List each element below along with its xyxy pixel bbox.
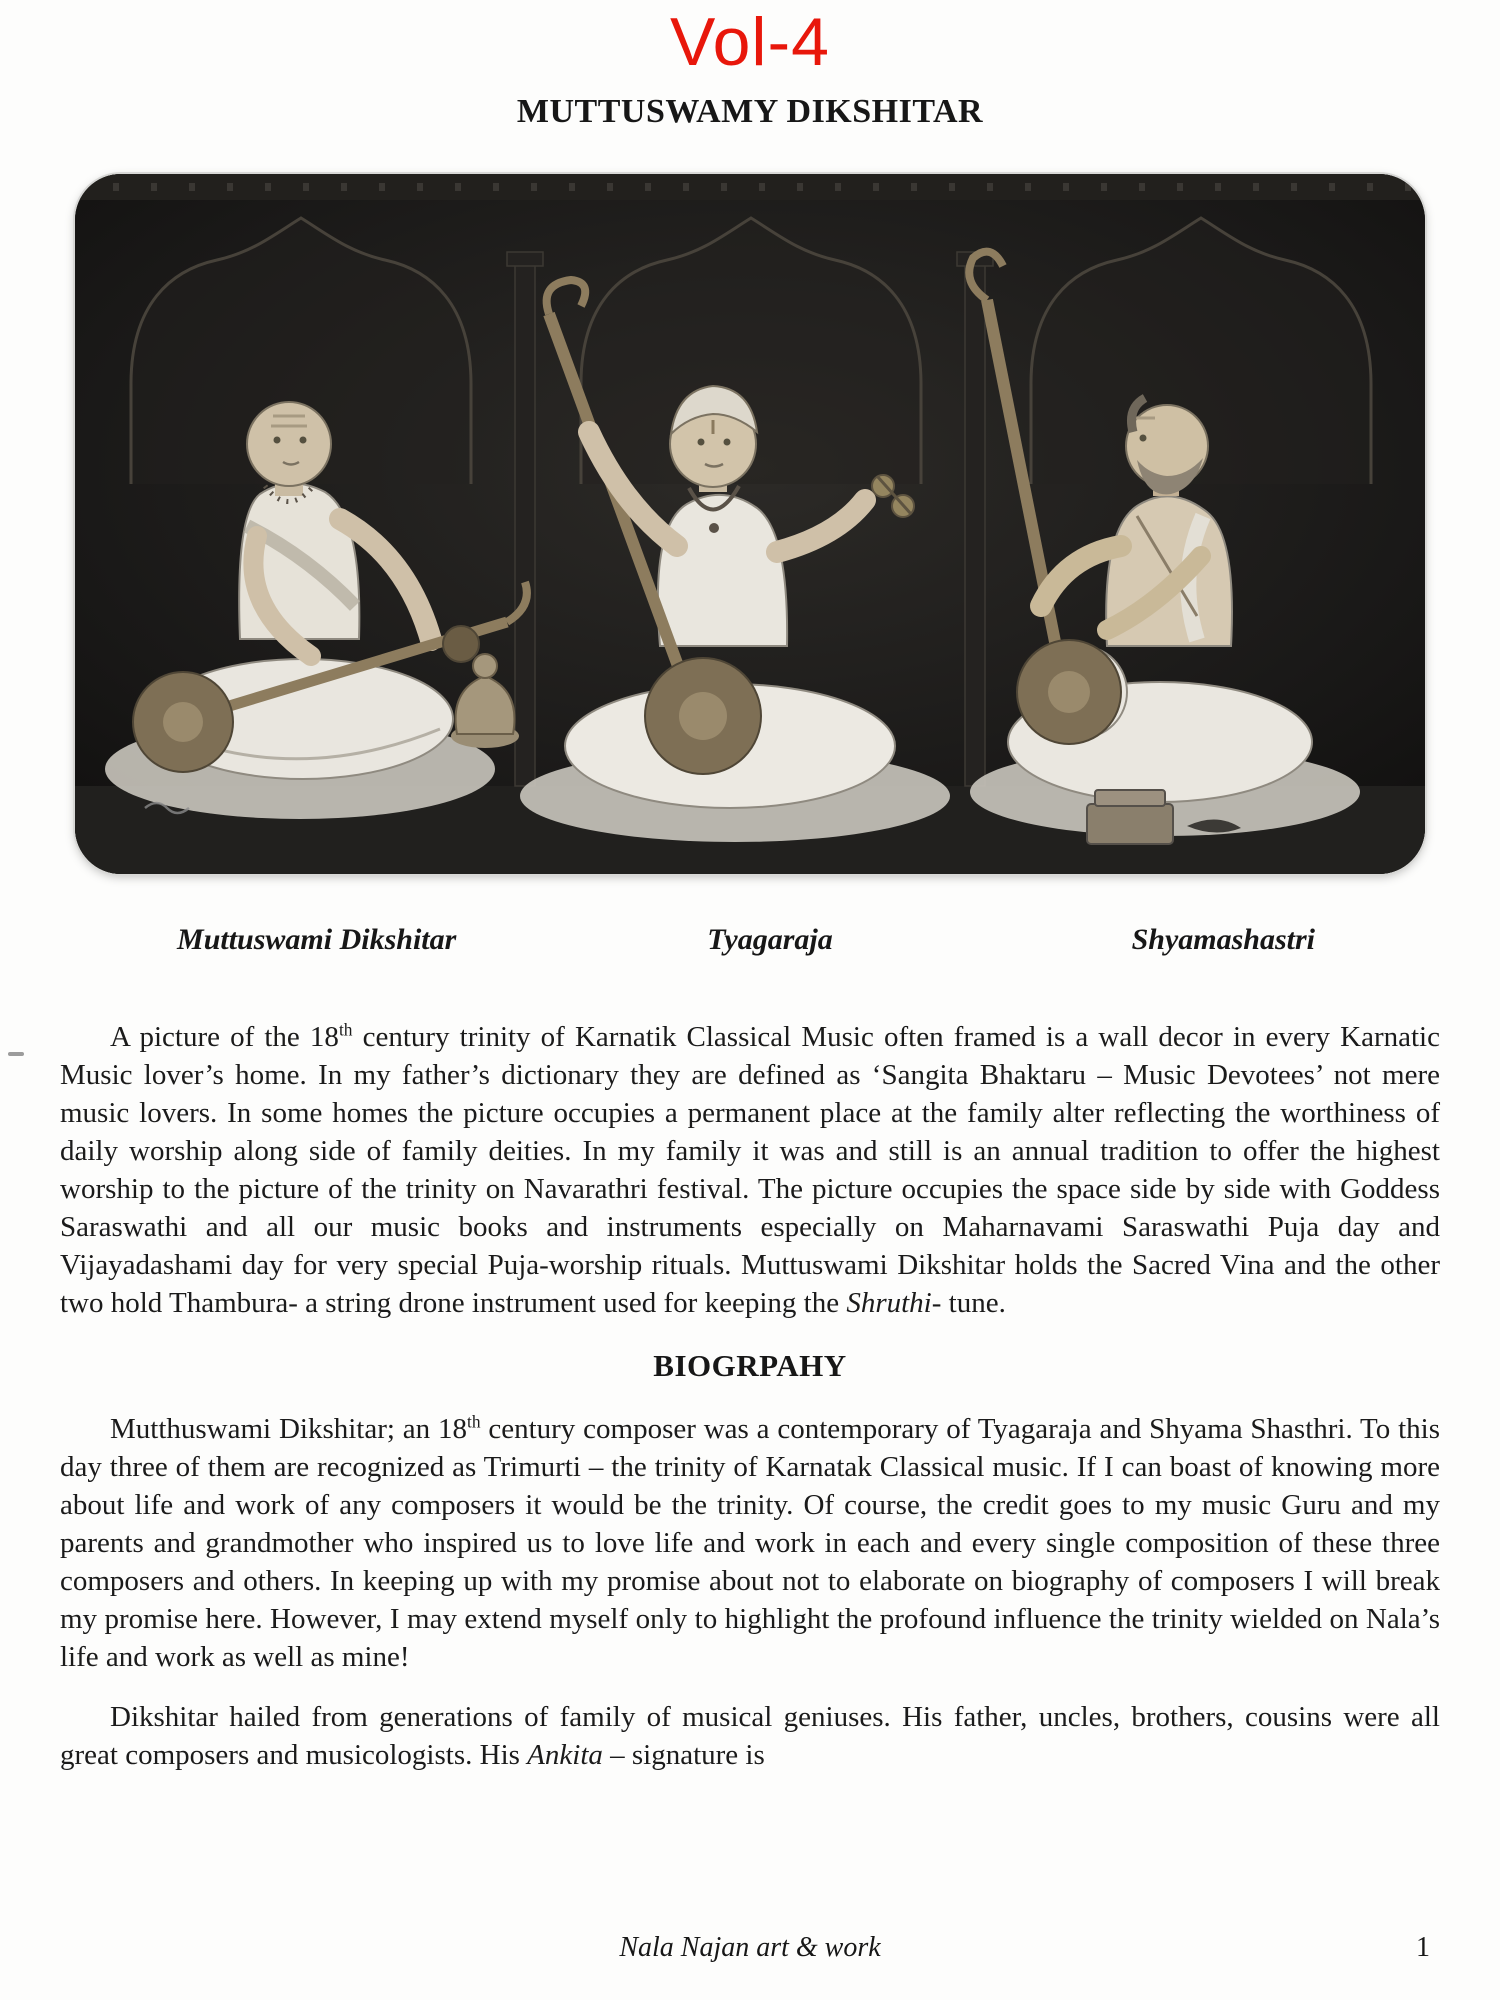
caption-dikshitar: Muttuswami Dikshitar <box>177 923 457 956</box>
family-paragraph: Dikshitar hailed from generations of family of musical geniuses. His father, uncles, brothers, cousins were all great composers and musicologists. His Ankita – signature is <box>60 1700 1440 1771</box>
caption-tyagaraja: Tyagaraja <box>707 923 833 956</box>
figure-captions <box>90 922 1450 958</box>
biography-heading: BIOGRPAHY <box>653 1348 847 1383</box>
intro-paragraph: A picture of the 18th century trinity of Karnatik Classical Music often framed is a wall decor in every Karnatic Music lover’s home. In my father’s dictionary they are defined as ‘Sangita Bhaktaru – Music Devotees’ not mere music lovers. In some homes the picture occupies a permanent place at the family alter reflecting the worthiness of daily worship along side of family deities. In my family it was and still is an annual tradition to offer the highest worship to the picture of the trinity on Navarathri festival. The picture occupies the space side by side with Goddess Saraswathi and all our music books and instruments especially on Maharnavami Saraswathi Puja day and Vijayadashami day for very special Puja-worship rituals. Muttuswami Dikshitar holds the Sacred Vina and the other two hold Thambura- a string drone instrument used for keeping the Shruthi- tune. <box>60 1019 1440 1319</box>
page-footer <box>0 1932 1500 1972</box>
trinity-painting <box>75 174 1425 874</box>
trinity-photo <box>75 174 1425 874</box>
volume-label: Vol-4 <box>670 4 830 80</box>
page-number: 1 <box>1416 1932 1430 1963</box>
caption-shyamashastri: Shyamashastri <box>1131 923 1316 956</box>
imprint-text: Nala Najan art & work <box>619 1932 881 1963</box>
scan-artifact-dash <box>8 1052 24 1056</box>
top-frieze <box>75 174 1425 200</box>
biography-paragraph: Mutthuswami Dikshitar; an 18th century composer was a contemporary of Tyagaraja and Shyama Shasthri. To this day three of them are recognized as Trimurti – the trinity of Karnatak Classical music. If I can boast of knowing more about life and work of any composers it would be the trinity. Of course, the credit goes to my music Guru and my parents and grandmother who inspired us to love life and work in each and every single composition of these three composers and others. In keeping up with my promise about not to elaborate on biography of composers I will break my promise here. However, I may extend myself only to highlight the profound influence the trinity wielded on Nala’s life and work as well as mine! <box>60 1411 1440 1673</box>
page-title: MUTTUSWAMY DIKSHITAR <box>516 93 984 130</box>
